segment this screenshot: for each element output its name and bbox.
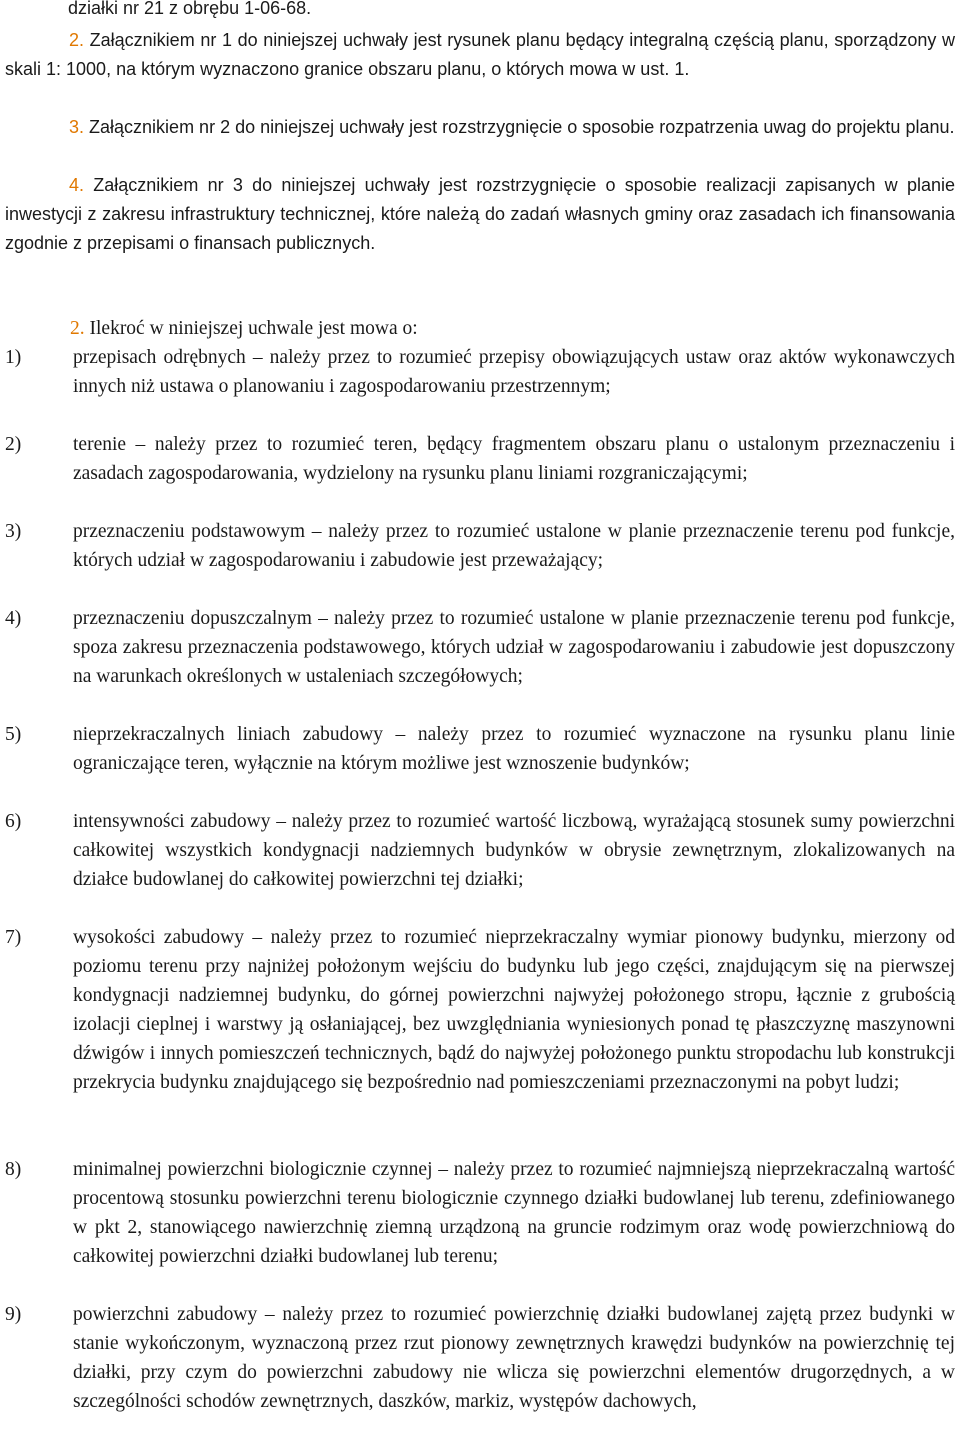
item-text: przeznaczeniu podstawowym – należy przez to rozumieć ustalone w planie przeznaczenie terenu pod funkcje, których udział w zagospodarowaniu i zabudowie jest przeważający; xyxy=(73,521,955,571)
paragraph-text: Załącznikiem nr 1 do niniejszej uchwały jest rysunek planu będący integralną częścią planu, sporządzony w skali 1: 1000, na którym wyznaczono granice obszaru planu, o których mowa w ust. 1. xyxy=(5,30,955,79)
item-number: 5) xyxy=(5,724,22,745)
list-item-9 xyxy=(5,1300,955,1416)
item-number: 2) xyxy=(5,434,22,455)
section-heading xyxy=(70,314,955,343)
paragraph-text: Załącznikiem nr 2 do niniejszej uchwały jest rozstrzygnięcie o sposobie rozpatrzenia uwag do projektu planu. xyxy=(89,117,955,137)
section-lead: Ilekroć w niniejszej uchwale jest mowa o: xyxy=(89,318,418,339)
list-item-5 xyxy=(5,720,955,778)
item-text: przepisach odrębnych – należy przez to rozumieć przepisy obowiązujących ustaw oraz aktów wykonawczych innych niż ustawa o planowaniu i zagospodarowaniu przestrzennym; xyxy=(73,347,955,397)
paragraph-3 xyxy=(5,113,955,142)
paragraph-number: 2. xyxy=(69,30,85,50)
list-item-3 xyxy=(5,517,955,575)
paragraph-number: 3. xyxy=(69,117,85,137)
item-text: przeznaczeniu dopuszczalnym – należy przez to rozumieć ustalone w planie przeznaczenie terenu pod funkcje, spoza zakresu przeznaczenia podstawowego, których udział w zagospodarowaniu i zabudowie jest dopuszczony na warunkach określonych w ustaleniach szczegółowych; xyxy=(73,608,955,687)
item-number: 1) xyxy=(5,347,22,368)
item-text: powierzchni zabudowy – należy przez to rozumieć powierzchnię działki budowlanej zajętą przez budynki w stanie wykończonym, wyznaczoną przez rzut pionowy zewnętrznych krawędzi budynków na powierzchnię tej działki, przy czym do powierzchni zabudowy nie wlicza się powierzchni elementów drugorzędnych, a w szczególności schodów zewnętrznych, daszków, markiz, występów dachowych, xyxy=(73,1304,955,1412)
item-text: intensywności zabudowy – należy przez to rozumieć wartość liczbową, wyrażającą stosunek sumy powierzchni całkowitej wszystkich kondygnacji nadziemnych budynków w obrysie zewnętrznym, zlokalizowanych na działce budowlanej do całkowitej powierzchni tej działki; xyxy=(73,811,955,890)
list-item-2 xyxy=(5,430,955,488)
list-item-6 xyxy=(5,807,955,894)
item-number: 8) xyxy=(5,1159,22,1180)
line-top: działki nr 21 z obrębu 1-06-68. xyxy=(68,0,312,18)
paragraph-2 xyxy=(5,26,955,84)
paragraph-4 xyxy=(5,171,955,258)
list-item-4 xyxy=(5,604,955,691)
item-text: minimalnej powierzchni biologicznie czynnej – należy przez to rozumieć najmniejszą nieprzekraczalną wartość procentową stosunku powierzchni terenu biologicznie czynnego działki budowlanej lub terenu, zdefiniowanego w pkt 2, stanowiącego nawierzchnię ziemną urządzoną na gruncie rodzimym oraz wodę powierzchniową do całkowitej powierzchni działki budowlanej lub terenu; xyxy=(73,1159,955,1267)
item-text: wysokości zabudowy – należy przez to rozumieć nieprzekraczalny wymiar pionowy budynku, mierzony od poziomu terenu przy najniżej położonym wejściu do budynku lub jego części, znajdującym się na pierwszej kondygnacji nadziemnej budynku, do górnej powierzchni najwyżej położonego stropu, łącznie z grubością izolacji cieplnej i warstwy ją osłaniającej, bez uwzględniania wyniesionych ponad tę płaszczyznę maszynowni dźwigów i innych pomieszczeń technicznych, bądź do najwyżej położonego punktu stropodachu lub konstrukcji przekrycia budynku znajdującego się bezpośrednio nad pomieszczeniami przeznaczonymi na pobyt ludzi; xyxy=(73,927,955,1093)
paragraph-number: 4. xyxy=(69,175,85,195)
list-item-7 xyxy=(5,923,955,1097)
paragraph-text: Załącznikiem nr 3 do niniejszej uchwały jest rozstrzygnięcie o sposobie realizacji zapisanych w planie inwestycji z zakresu infrastruktury technicznej, które należą do zadań własnych gminy oraz zasadach ich finansowania zgodnie z przepisami o finansach publicznych. xyxy=(5,175,955,253)
section-mark: 2. xyxy=(70,318,85,339)
item-number: 7) xyxy=(5,927,22,948)
list-item-8 xyxy=(5,1155,955,1271)
item-number: 9) xyxy=(5,1304,22,1325)
item-number: 3) xyxy=(5,521,22,542)
item-number: 6) xyxy=(5,811,22,832)
item-number: 4) xyxy=(5,608,22,629)
item-text: terenie – należy przez to rozumieć teren, będący fragmentem obszaru planu o ustalonym przeznaczeniu i zasadach zagospodarowania, wydzielony na rysunku planu liniami rozgraniczającymi; xyxy=(73,434,955,484)
list-item-1 xyxy=(5,343,955,401)
item-text: nieprzekraczalnych liniach zabudowy – należy przez to rozumieć wyznaczone na rysunku planu linie ograniczające teren, wyłącznie na którym możliwe jest wznoszenie budynków; xyxy=(73,724,955,774)
